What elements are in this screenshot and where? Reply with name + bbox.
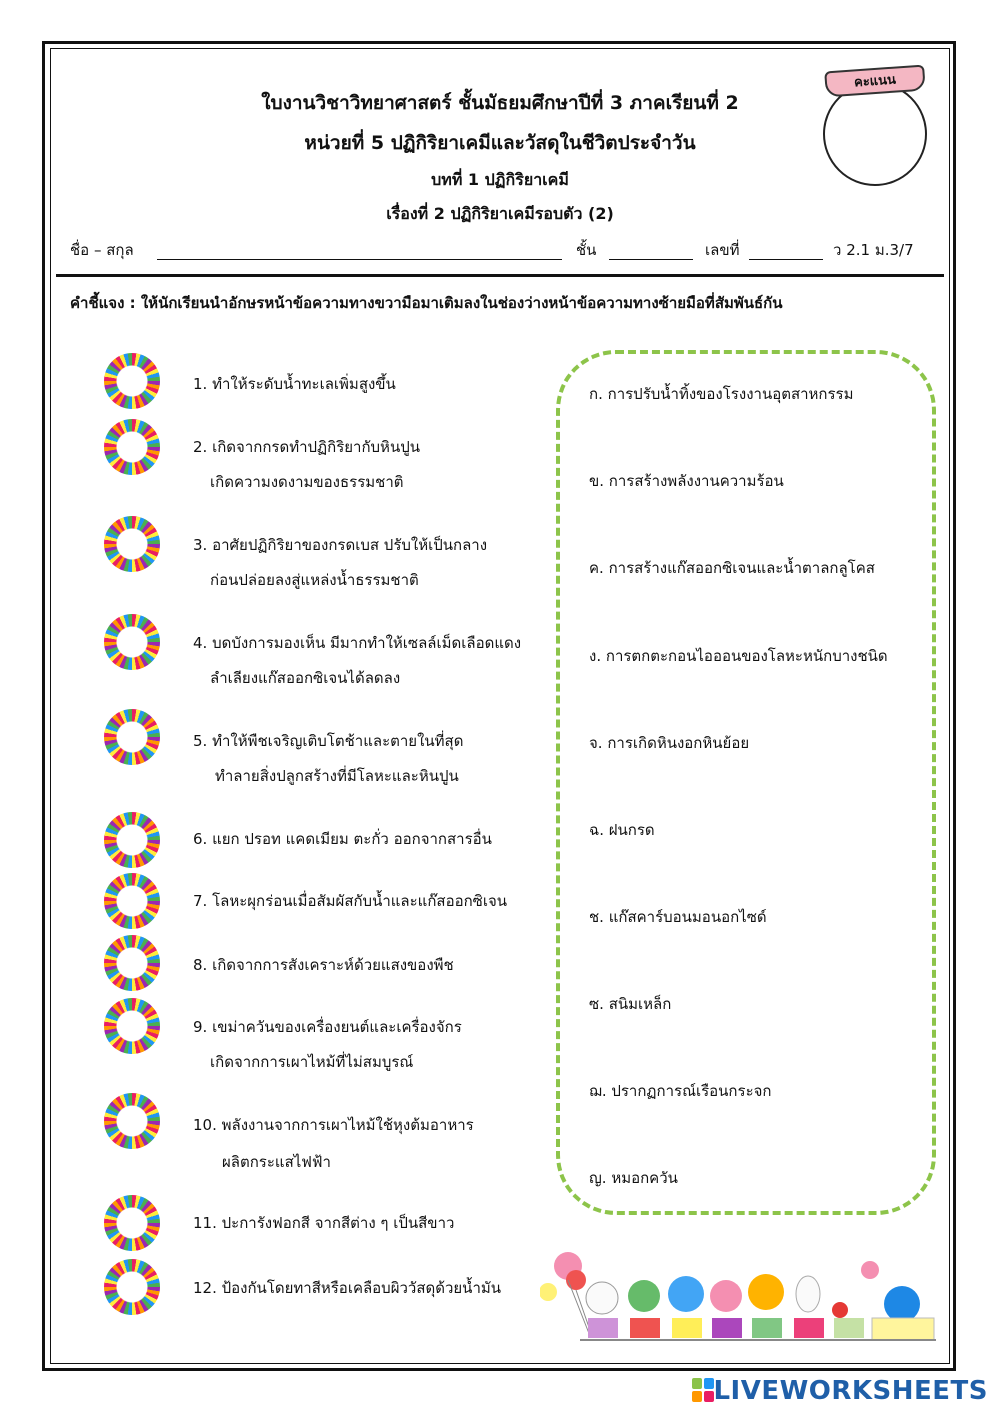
elephant-icon (884, 1286, 920, 1322)
answer-input-1[interactable] (104, 353, 160, 409)
name-label: ชื่อ – สกุล (70, 241, 134, 259)
choice-9: ฌ. ปรากฏการณ์เรือนกระจก (589, 1082, 772, 1100)
question-9: 9. เขม่าควันของเครื่องยนต์และเครื่องจักร (193, 1018, 462, 1036)
answer-input-11[interactable] (104, 1195, 160, 1251)
answer-input-12[interactable] (104, 1259, 160, 1315)
answer-input-10[interactable] (104, 1093, 160, 1149)
balloon-icon (566, 1270, 586, 1290)
class-field[interactable] (609, 259, 693, 260)
score-badge (815, 62, 935, 192)
question-3: 3. อาศัยปฏิกิริยาของกรดเบส ปรับให้เป็นกลาง (193, 536, 488, 554)
question-1: 1. ทำให้ระดับน้ำทะเลเพิ่มสูงขึ้น (193, 375, 396, 393)
question-3-cont: ก่อนปล่อยลงสู่แหล่งน้ำธรรมชาติ (210, 571, 419, 589)
crab-icon (832, 1302, 848, 1318)
choice-5: จ. การเกิดหินงอกหินย้อย (589, 734, 750, 752)
score-label: คะแนน (824, 65, 926, 98)
question-5: 5. ทำให้พืชเจริญเติบโตช้าและตายในที่สุด (193, 732, 464, 750)
topic-title: เรื่องที่ 2 ปฏิกิริยาเคมีรอบตัว (2) (386, 204, 614, 223)
class-label: ชั้น (576, 241, 597, 259)
score-circle (823, 82, 927, 186)
choice-10: ญ. หมอกควัน (589, 1169, 678, 1187)
answer-input-8[interactable] (104, 935, 160, 991)
choice-2: ข. การสร้างพลังงานความร้อน (589, 472, 784, 490)
frog-icon (628, 1280, 660, 1312)
balloon-icon (861, 1261, 879, 1279)
answer-input-3[interactable] (104, 516, 160, 572)
question-10-cont: ผลิตกระแสไฟฟ้า (222, 1153, 331, 1171)
answer-input-4[interactable] (104, 614, 160, 670)
number-field[interactable] (749, 259, 823, 260)
pig-icon (710, 1280, 742, 1312)
question-2: 2. เกิดจากกรดทำปฏิกิริยากับหินปูน (193, 438, 420, 456)
choice-4: ง. การตกตะกอนไอออนของโลหะหนักบางชนิด (589, 647, 888, 665)
cartoon-train-illustration (540, 1248, 940, 1348)
balloon-icon (540, 1283, 557, 1301)
question-4: 4. บดบังการมองเห็น มีมากทำให้เซลล์เม็ดเลือดแดง (193, 634, 522, 652)
question-11: 11. ปะการังฟอกสี จากสีต่าง ๆ เป็นสีขาว (193, 1214, 455, 1232)
answer-input-7[interactable] (104, 873, 160, 929)
standard-code: ว 2.1 ม.3/7 (833, 241, 914, 259)
chapter-title: บทที่ 1 ปฏิกิริยาเคมี (431, 170, 569, 189)
number-label: เลขที่ (705, 241, 740, 259)
question-6: 6. แยก ปรอท แคดเมียม ตะกั่ว ออกจากสารอื่น (193, 830, 492, 848)
brand-wordmark: LIVEWORKSHEETS (713, 1376, 988, 1406)
answer-input-2[interactable] (104, 419, 160, 475)
instruction: คำชี้แจง : ให้นักเรียนนำอักษรหน้าข้อความทางขวามือมาเติมลงในช่องว่างหน้าข้อความทางซ้ายมือที่สัมพันธ์กัน (70, 294, 783, 312)
rabbit-icon (796, 1276, 820, 1312)
answer-input-6[interactable] (104, 812, 160, 868)
liveworksheets-logo-icon (692, 1378, 714, 1402)
question-7: 7. โลหะผุกร่อนเมื่อสัมผัสกับน้ำและแก๊สออกซิเจน (193, 892, 508, 910)
question-2-cont: เกิดความงดงามของธรรมชาติ (210, 473, 404, 491)
header-divider (56, 274, 944, 277)
choice-1: ก. การปรับน้ำทิ้งของโรงงานอุตสาหกรรม (589, 385, 854, 403)
answer-input-9[interactable] (104, 998, 160, 1054)
answer-input-5[interactable] (104, 709, 160, 765)
choice-7: ช. แก๊สคาร์บอนมอนอกไซด์ (589, 908, 767, 926)
choice-3: ค. การสร้างแก๊สออกซิเจนและน้ำตาลกลูโคส (589, 559, 875, 577)
question-12: 12. ป้องกันโดยทาสีหรือเคลือบผิววัสดุด้วยน้ำมัน (193, 1279, 502, 1297)
unit-title: หน่วยที่ 5 ปฏิกิริยาเคมีและวัสดุในชีวิตประจำวัน (304, 132, 696, 154)
choice-6: ฉ. ฝนกรด (589, 821, 655, 839)
question-4-cont: ลำเลียงแก๊สออกซิเจนได้ลดลง (210, 669, 401, 687)
question-8: 8. เกิดจากการสังเคราะห์ด้วยแสงของพืช (193, 956, 454, 974)
worksheet-title: ใบงานวิชาวิทยาศาสตร์ ชั้นมัธยมศึกษาปีที่ 3 ภาคเรียนที่ 2 (261, 92, 739, 114)
choice-8: ซ. สนิมเหล็ก (589, 995, 672, 1013)
question-9-cont: เกิดจากการเผาไหม้ที่ไม่สมบูรณ์ (210, 1053, 414, 1071)
question-5-cont: ทำลายสิ่งปลูกสร้างที่มีโลหะและหินปูน (215, 767, 459, 785)
question-10: 10. พลังงานจากการเผาไหม้ใช้หุงต้มอาหาร (193, 1116, 474, 1134)
cat-icon (748, 1274, 784, 1310)
name-field[interactable] (157, 259, 562, 260)
bird-icon (668, 1276, 704, 1312)
